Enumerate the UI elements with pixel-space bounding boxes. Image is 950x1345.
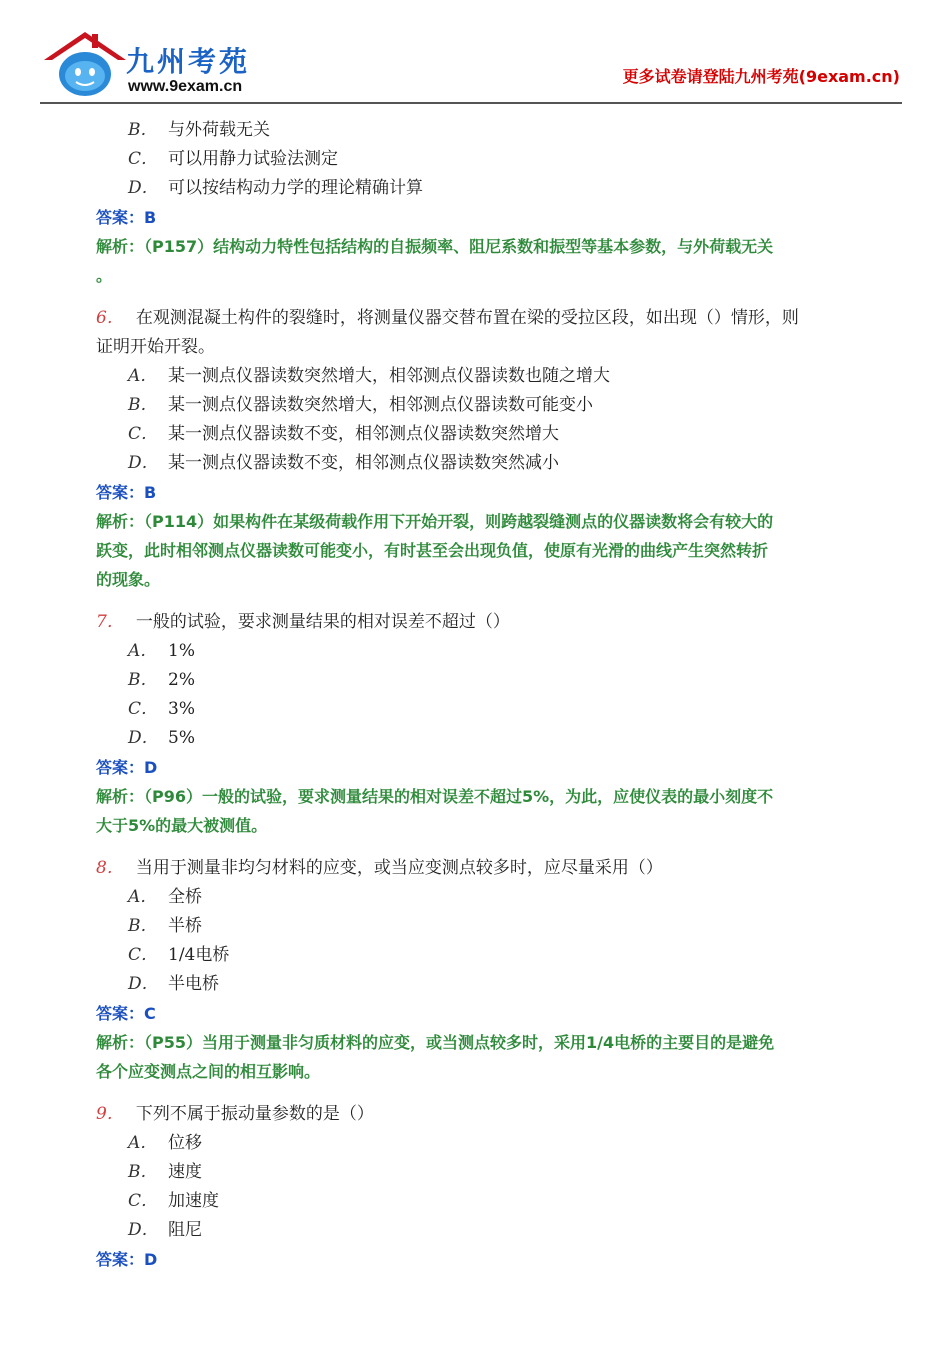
option-c: C． 3% (128, 699, 195, 719)
option-b: B． 与外荷载无关 (128, 120, 270, 140)
option-b: B． 速度 (128, 1162, 202, 1182)
explanation-line: 。 (96, 266, 113, 285)
question-stem: 下列不属于振动量参数的是（） (135, 1104, 374, 1124)
question-stem: 当用于测量非均匀材料的应变，或当应变测点较多时，应尽量采用（） (135, 858, 663, 878)
question-stem: 一般的试验，要求测量结果的相对误差不超过（） (135, 612, 510, 632)
answer: 答案：B (96, 208, 157, 227)
question-number: 8． (96, 858, 124, 878)
option-b: B． 2% (128, 670, 195, 690)
option-d: D． 5% (128, 728, 195, 748)
option-a: A． 全桥 (128, 887, 202, 907)
question-9 (96, 1100, 902, 1274)
brand-name: 九州考苑 (126, 45, 251, 78)
option-a: A． 位移 (128, 1133, 202, 1153)
question-5-tail (96, 116, 902, 290)
question-number: 7． (96, 612, 124, 632)
option-d: D． 半电桥 (128, 974, 219, 994)
question-stem: 证明开始开裂。 (96, 337, 215, 357)
answer: 答案：D (96, 758, 158, 777)
document-body (96, 116, 902, 1274)
page-header (40, 26, 902, 104)
option-b: B． 半桥 (128, 916, 202, 936)
option-a: A． 1% (128, 641, 195, 661)
answer: 答案：B (96, 483, 157, 502)
explanation-line: 大于5%的最大被测值。 (96, 816, 268, 835)
explanation-line: 解析：（P96）一般的试验，要求测量结果的相对误差不超过5%，为此，应使仪表的最小刻度不 (96, 787, 774, 806)
question-7 (96, 608, 902, 840)
answer: 答案：D (96, 1250, 158, 1269)
option-a: A． 某一测点仪器读数突然增大，相邻测点仪器读数也随之增大 (128, 366, 610, 386)
explanation-line: 各个应变测点之间的相互影响。 (96, 1062, 321, 1081)
option-d: D． 阻尼 (128, 1220, 202, 1240)
option-d: D． 某一测点仪器读数不变，相邻测点仪器读数突然减小 (128, 453, 559, 473)
question-stem: 在观测混凝土构件的裂缝时，将测量仪器交替布置在梁的受拉区段，如出现（）情形，则 (135, 308, 799, 328)
header-divider (40, 102, 902, 104)
question-number: 6． (96, 308, 124, 328)
option-d: D． 可以按结构动力学的理论精确计算 (128, 178, 423, 198)
question-number: 9． (96, 1104, 124, 1124)
explanation-line: 解析：（P157）结构动力特性包括结构的自振频率、阻尼系数和振型等基本参数，与外荷载无关 (96, 237, 774, 256)
option-c: C． 可以用静力试验法测定 (128, 149, 338, 169)
header-promo-link[interactable]: 更多试卷请登陆九州考苑(9exam.cn) (622, 67, 900, 86)
explanation-line: 跃变，此时相邻测点仪器读数可能变小，有时甚至会出现负值，使原有光滑的曲线产生突然转折 (96, 541, 769, 560)
explanation-line: 的现象。 (96, 570, 161, 589)
question-8 (96, 854, 902, 1086)
option-c: C． 1/4电桥 (128, 945, 230, 965)
explanation-line: 解析：（P55）当用于测量非匀质材料的应变，或当测点较多时，采用1/4电桥的主要目的是避免 (96, 1033, 775, 1052)
logo-icon (40, 26, 130, 100)
answer: 答案：C (96, 1004, 156, 1023)
explanation-line: 解析：（P114）如果构件在某级荷载作用下开始开裂，则跨越裂缝测点的仪器读数将会有较大的 (96, 512, 774, 531)
question-6 (96, 304, 902, 594)
option-c: C． 加速度 (128, 1191, 219, 1211)
option-b: B． 某一测点仪器读数突然增大，相邻测点仪器读数可能变小 (128, 395, 593, 415)
option-c: C． 某一测点仪器读数不变，相邻测点仪器读数突然增大 (128, 424, 559, 444)
brand-url[interactable]: www.9exam.cn (128, 78, 243, 95)
